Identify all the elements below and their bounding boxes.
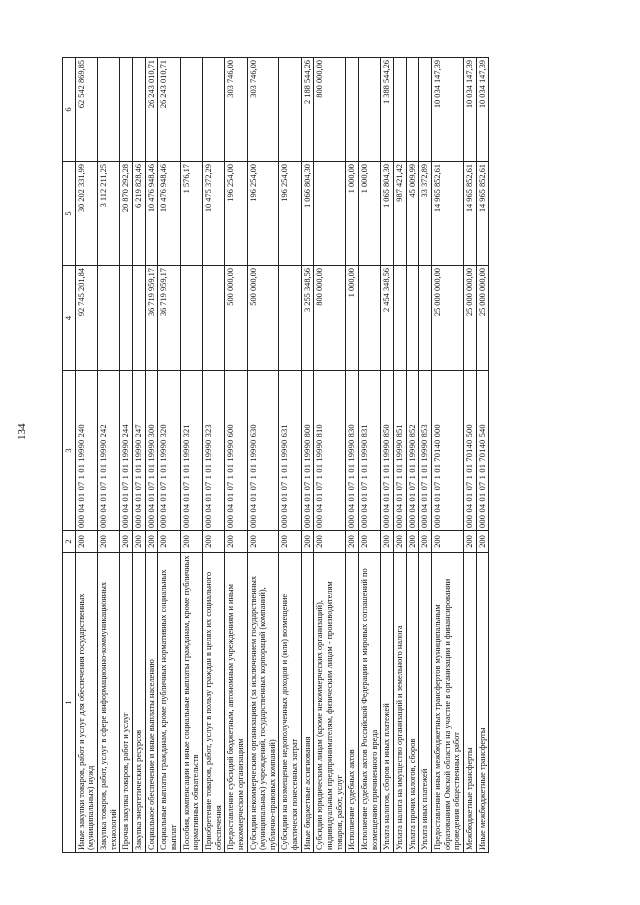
row-col6-cell <box>394 58 407 162</box>
row-col6-cell: 10 034 147,39 <box>432 58 464 162</box>
table-row <box>476 58 489 853</box>
table-row <box>301 58 314 853</box>
row-code-cell: 000 04 01 07 1 01 19990 244 <box>120 371 133 531</box>
row-code-cell: 000 04 01 07 1 01 19990 810 <box>314 371 346 531</box>
table-row <box>225 58 247 853</box>
row-code-cell: 000 04 01 07 1 01 70140 540 <box>476 371 489 531</box>
table-row <box>145 58 158 853</box>
row-col5-cell: 196 254,00 <box>279 162 301 266</box>
row-col4-cell: 25 000 000,00 <box>463 266 476 371</box>
row-col5-cell: 10 476 948,46 <box>158 162 180 266</box>
row-admin-cell: 200 <box>301 531 314 553</box>
row-col4-cell <box>279 266 301 371</box>
row-col6-cell <box>202 58 224 162</box>
row-name-cell: Прочая закупка товаров, работ и услуг <box>120 553 133 853</box>
row-name-cell: Исполнение судебных актов <box>346 553 359 853</box>
row-col4-cell: 25 000 000,00 <box>432 266 464 371</box>
row-name-cell: Социальное обеспечение и иные выплаты населению <box>145 553 158 853</box>
row-admin-cell: 200 <box>158 531 180 553</box>
row-name-cell: Предоставление иных межбюджетных трансфертов муниципальным образованиям Омской области на участие в организации и финансировании проведения общественных работ <box>432 553 464 853</box>
row-name-cell: Уплата налога на имущество организаций и земельного налога <box>394 553 407 853</box>
row-col5-cell: 987 421,42 <box>394 162 407 266</box>
row-admin-cell: 200 <box>279 531 301 553</box>
row-col5-cell: 1 000,00 <box>359 162 381 266</box>
row-name-cell: Субсидии юридическим лицам (кроме некоммерческих организаций), индивидуальным предпринимателям, физическим лицам - производителям товаров, работ, услуг <box>314 553 346 853</box>
row-admin-cell: 200 <box>314 531 346 553</box>
row-admin-cell: 200 <box>202 531 224 553</box>
row-admin-cell: 200 <box>359 531 381 553</box>
row-col4-cell: 1 000,00 <box>346 266 359 371</box>
row-col4-cell <box>180 266 202 371</box>
row-code-cell: 000 04 01 07 1 01 19990 247 <box>132 371 145 531</box>
row-code-cell: 000 04 01 07 1 01 19990 830 <box>346 371 359 531</box>
row-admin-cell: 200 <box>132 531 145 553</box>
row-col6-cell: 2 188 544,26 <box>301 58 314 162</box>
row-code-cell: 000 04 01 07 1 01 19990 800 <box>301 371 314 531</box>
row-admin-cell: 200 <box>247 531 279 553</box>
header-cell: 6 <box>63 58 76 162</box>
row-name-cell: Социальные выплаты гражданам, кроме публичных нормативных социальных выплат <box>158 553 180 853</box>
row-col5-cell: 1 065 804,30 <box>381 162 394 266</box>
row-col6-cell: 10 034 147,39 <box>476 58 489 162</box>
row-col6-cell <box>279 58 301 162</box>
row-admin-cell: 200 <box>225 531 247 553</box>
header-cell: 4 <box>63 266 76 371</box>
row-admin-cell: 200 <box>120 531 133 553</box>
row-code-cell: 000 04 01 07 1 01 19990 851 <box>394 371 407 531</box>
row-code-cell: 000 04 01 07 1 01 70140 000 <box>432 371 464 531</box>
table-row <box>463 58 476 853</box>
header-cell: 5 <box>63 162 76 266</box>
row-name-cell: Уплата налогов, сборов и иных платежей <box>381 553 394 853</box>
table-row <box>346 58 359 853</box>
row-col4-cell <box>132 266 145 371</box>
row-col5-cell: 196 254,00 <box>247 162 279 266</box>
table-row <box>180 58 202 853</box>
row-code-cell: 000 04 01 07 1 01 19990 853 <box>419 371 432 531</box>
row-col6-cell: 62 542 869,85 <box>75 58 97 162</box>
table-row <box>132 58 145 853</box>
header-row <box>63 58 76 853</box>
table-row <box>202 58 224 853</box>
row-col5-cell: 14 965 852,61 <box>463 162 476 266</box>
row-col5-cell: 10 475 372,29 <box>202 162 224 266</box>
row-name-cell: Иные межбюджетные трансферты <box>476 553 489 853</box>
row-col4-cell: 25 000 000,00 <box>476 266 489 371</box>
row-code-cell: 000 04 01 07 1 01 19990 323 <box>202 371 224 531</box>
row-code-cell: 000 04 01 07 1 01 19990 240 <box>75 371 97 531</box>
row-col5-cell: 3 112 211,25 <box>97 162 119 266</box>
table-row <box>432 58 464 853</box>
row-name-cell: Закупка энергетических ресурсов <box>132 553 145 853</box>
header-cell: 1 <box>63 553 76 853</box>
rotated-page <box>62 58 489 853</box>
row-name-cell: Исполнение судебных актов Российской Федерации и мировых соглашений по возмещению причиненного вреда <box>359 553 381 853</box>
row-col4-cell <box>97 266 119 371</box>
row-code-cell: 000 04 01 07 1 01 19990 320 <box>158 371 180 531</box>
row-code-cell: 000 04 01 07 1 01 19990 300 <box>145 371 158 531</box>
table-row <box>279 58 301 853</box>
row-admin-cell: 200 <box>476 531 489 553</box>
row-col6-cell <box>97 58 119 162</box>
table-row <box>158 58 180 853</box>
row-admin-cell: 200 <box>346 531 359 553</box>
row-col6-cell <box>132 58 145 162</box>
row-code-cell: 000 04 01 07 1 01 19990 850 <box>381 371 394 531</box>
row-col5-cell: 1 576,17 <box>180 162 202 266</box>
row-col5-cell: 196 254,00 <box>225 162 247 266</box>
table-row <box>314 58 346 853</box>
row-name-cell: Приобретение товаров, работ, услуг в пользу граждан в целях их социального обеспечения <box>202 553 224 853</box>
row-code-cell: 000 04 01 07 1 01 70140 500 <box>463 371 476 531</box>
row-admin-cell: 200 <box>406 531 419 553</box>
row-col6-cell <box>346 58 359 162</box>
row-name-cell: Закупка товаров, работ, услуг в сфере информационно-коммуникационных технологий <box>97 553 119 853</box>
header-cell: 3 <box>63 371 76 531</box>
row-col5-cell: 33 372,89 <box>419 162 432 266</box>
table-row <box>381 58 394 853</box>
row-col5-cell: 1 066 804,30 <box>301 162 314 266</box>
row-col6-cell: 303 746,00 <box>225 58 247 162</box>
row-col4-cell: 3 255 348,56 <box>301 266 314 371</box>
table-row <box>75 58 97 853</box>
row-admin-cell: 200 <box>394 531 407 553</box>
row-name-cell: Уплата иных платежей <box>419 553 432 853</box>
row-name-cell: Иные бюджетные ассигнования <box>301 553 314 853</box>
row-name-cell: Пособия, компенсации и иные социальные выплаты гражданам, кроме публичных нормативных обязательств <box>180 553 202 853</box>
row-col4-cell: 500 000,00 <box>225 266 247 371</box>
row-col4-cell: 2 454 348,56 <box>381 266 394 371</box>
row-col4-cell: 92 745 201,84 <box>75 266 97 371</box>
row-col6-cell <box>180 58 202 162</box>
row-col5-cell <box>314 162 346 266</box>
table-row <box>247 58 279 853</box>
row-col6-cell <box>359 58 381 162</box>
table-row <box>97 58 119 853</box>
row-col4-cell <box>394 266 407 371</box>
row-code-cell: 000 04 01 07 1 01 19990 630 <box>247 371 279 531</box>
row-col5-cell: 20 870 292,28 <box>120 162 133 266</box>
row-admin-cell: 200 <box>75 531 97 553</box>
row-col5-cell: 1 000,00 <box>346 162 359 266</box>
row-name-cell: Субсидии некоммерческим организациям (за исключением государственных (муниципальных) учреждений, государственных корпораций (компаний), публично-правовых компаний) <box>247 553 279 853</box>
row-col6-cell: 800 000,00 <box>314 58 346 162</box>
row-col5-cell: 6 219 828,46 <box>132 162 145 266</box>
row-admin-cell: 200 <box>463 531 476 553</box>
row-code-cell: 000 04 01 07 1 01 19990 321 <box>180 371 202 531</box>
page-number: 134 <box>16 423 28 440</box>
row-col4-cell <box>359 266 381 371</box>
row-col6-cell: 1 388 544,26 <box>381 58 394 162</box>
row-col4-cell: 36 719 959,17 <box>145 266 158 371</box>
row-admin-cell: 200 <box>145 531 158 553</box>
row-col4-cell: 800 000,00 <box>314 266 346 371</box>
row-name-cell: Уплата прочих налогов, сборов <box>406 553 419 853</box>
budget-table <box>62 57 489 853</box>
row-admin-cell: 200 <box>381 531 394 553</box>
row-col6-cell: 26 243 010,71 <box>145 58 158 162</box>
row-code-cell: 000 04 01 07 1 01 19990 631 <box>279 371 301 531</box>
row-col4-cell <box>406 266 419 371</box>
row-col6-cell: 303 746,00 <box>247 58 279 162</box>
table-body <box>75 58 489 853</box>
row-col4-cell <box>419 266 432 371</box>
row-admin-cell: 200 <box>432 531 464 553</box>
row-col6-cell: 26 243 010,71 <box>158 58 180 162</box>
header-cell: 2 <box>63 531 76 553</box>
row-col4-cell: 500 000,00 <box>247 266 279 371</box>
row-col5-cell: 10 476 948,46 <box>145 162 158 266</box>
table-row <box>394 58 407 853</box>
row-admin-cell: 200 <box>180 531 202 553</box>
row-code-cell: 000 04 01 07 1 01 19990 852 <box>406 371 419 531</box>
row-col6-cell <box>419 58 432 162</box>
row-name-cell: Субсидии на возмещение недополученных доходов и (или) возмещение фактически понесенных затрат <box>279 553 301 853</box>
row-col4-cell: 36 719 959,17 <box>158 266 180 371</box>
row-col6-cell: 10 034 147,39 <box>463 58 476 162</box>
row-col5-cell: 30 202 331,99 <box>75 162 97 266</box>
row-col5-cell: 14 965 852,61 <box>476 162 489 266</box>
row-code-cell: 000 04 01 07 1 01 19990 831 <box>359 371 381 531</box>
row-admin-cell: 200 <box>419 531 432 553</box>
row-code-cell: 000 04 01 07 1 01 19990 242 <box>97 371 119 531</box>
row-name-cell: Иные закупки товаров, работ и услуг для обеспечения государственных (муниципальных) нужд <box>75 553 97 853</box>
row-col6-cell <box>406 58 419 162</box>
row-name-cell: Предоставление субсидий бюджетным, автономным учреждениям и иным некоммерческим организациям <box>225 553 247 853</box>
row-name-cell: Межбюджетные трансферты <box>463 553 476 853</box>
table-row <box>120 58 133 853</box>
row-col4-cell <box>120 266 133 371</box>
table-row <box>359 58 381 853</box>
row-col4-cell <box>202 266 224 371</box>
table-row <box>406 58 419 853</box>
row-col6-cell <box>120 58 133 162</box>
row-admin-cell: 200 <box>97 531 119 553</box>
row-col5-cell: 45 009,99 <box>406 162 419 266</box>
row-code-cell: 000 04 01 07 1 01 19990 600 <box>225 371 247 531</box>
table-row <box>419 58 432 853</box>
row-col5-cell: 14 965 852,61 <box>432 162 464 266</box>
